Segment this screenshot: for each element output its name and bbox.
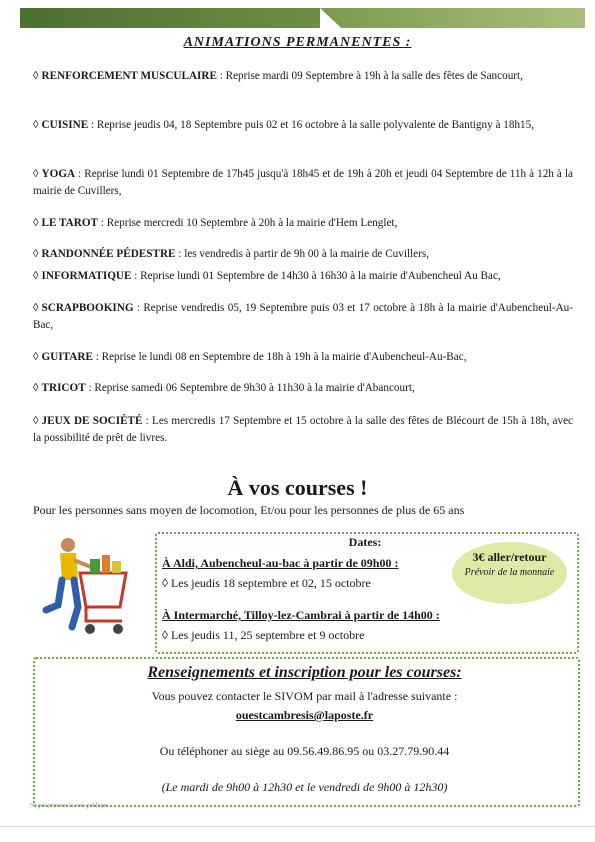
diamond-bullet-icon: ◊ <box>33 248 39 260</box>
activity-item <box>33 68 573 85</box>
activity-details: : Reprise jeudis 04, 18 Septembre puis 02 et 16 octobre à la salle polyvalente de Bantigny à 18h15, <box>88 119 535 131</box>
activity-details: : Reprise samedi 06 Septembre de 9h30 à 11h30 à la mairie d'Abancourt, <box>85 382 415 394</box>
courses-subline: Pour les personnes sans moyen de locomotion, Et/ou pour les personnes de plus de 65 ans <box>33 503 465 517</box>
store-aldi-dates <box>162 576 371 591</box>
section-title-text: ANIMATIONS PERMANENTES : <box>183 35 412 50</box>
activity-name: GUITARE <box>41 351 93 363</box>
activity-item <box>33 349 573 366</box>
activity-details: : Reprise mercredi 10 Septembre à 20h à la mairie d'Hem Lenglet, <box>98 217 398 229</box>
activity-name: YOGA <box>41 168 76 180</box>
store-aldi-dates-text: Les jeudis 18 septembre et 02, 15 octobre <box>170 576 371 590</box>
diamond-bullet-icon: ◊ <box>33 382 39 394</box>
activity-item <box>33 166 573 200</box>
diamond-bullet-icon: ◊ <box>33 119 39 131</box>
activity-item <box>33 413 573 447</box>
info-phone: Ou téléphoner au siège au 09.56.49.86.95 ou 03.27.79.90.44 <box>159 744 450 758</box>
diamond-bullet-icon: ◊ <box>33 302 39 314</box>
banner-light-segment <box>320 8 585 28</box>
header-banner <box>20 8 585 28</box>
diamond-bullet-icon: ◊ <box>162 576 171 590</box>
activity-details: : les vendredis à partir de 9h 00 à la mairie de Cuvillers, <box>175 248 430 260</box>
diamond-bullet-icon: ◊ <box>33 351 39 363</box>
activity-name: RENFORCEMENT MUSCULAIRE <box>41 70 217 82</box>
banner-dark-segment <box>20 8 320 28</box>
activity-details: : Reprise lundi 01 Septembre de 17h45 jusqu'à 18h45 et de 19h à 20h et jeudi 04 Septembre de 11h à 12h à la mairie de Cuvillers, <box>33 168 573 197</box>
activity-name: TRICOT <box>41 382 86 394</box>
activity-item <box>33 117 573 134</box>
activity-name: SCRAPBOOKING <box>41 302 134 314</box>
activity-item <box>33 300 573 334</box>
dates-title: Dates: <box>348 535 382 549</box>
store-intermarche: À Intermarché, Tilloy-lez-Cambrai à partir de 14h00 : <box>162 608 440 622</box>
activity-item <box>33 268 573 285</box>
activity-name: RANDONNÉE PÉDESTRE <box>41 248 176 260</box>
activity-name: CUISINE <box>41 119 89 131</box>
activity-details: : Reprise lundi 01 Septembre de 14h30 à 16h30 à la mairie d'Aubencheul Au Bac, <box>131 270 501 282</box>
activity-name: LE TAROT <box>41 217 99 229</box>
activity-details: : Reprise vendredis 05, 19 Septembre puis 03 et 17 octobre à 18h à la mairie d'Aubencheul-Au-Bac, <box>33 302 573 331</box>
diamond-bullet-icon: ◊ <box>33 217 39 229</box>
price-note: Prévoir de la monnaie <box>464 567 555 578</box>
activity-item <box>33 215 573 232</box>
info-hours: (Le mardi de 9h00 à 12h30 et le vendredi de 9h00 à 12h30) <box>161 780 448 794</box>
info-title: Renseignements et inscription pour les courses: <box>147 664 462 681</box>
diamond-bullet-icon: ◊ <box>33 270 39 282</box>
diamond-bullet-icon: ◊ <box>33 415 39 427</box>
diamond-bullet-icon: ◊ <box>33 168 39 180</box>
activity-item <box>33 380 573 397</box>
footer-note: Ne pas jeter sur la voie publique <box>30 803 108 809</box>
store-intermarche-dates <box>162 628 364 643</box>
activity-details: : Reprise mardi 09 Septembre à 19h à la salle des fêtes de Sancourt, <box>216 70 523 82</box>
activity-details: : Les mercredis 17 Septembre et 15 octobre à la salle des fêtes de Blécourt de 15h à 18h, avec la possibilité de prêt de livres. <box>33 415 574 444</box>
store-aldi: À Aldi, Aubencheul-au-bac à partir de 09h00 : <box>162 556 399 570</box>
activity-name: INFORMATIQUE <box>41 270 132 282</box>
activity-name: JEUX DE SOCIÉTÉ <box>41 415 143 427</box>
store-intermarche-dates-text: Les jeudis 11, 25 septembre et 9 octobre <box>170 628 365 642</box>
price-label: 3€ aller/retour <box>472 550 547 564</box>
activity-item <box>33 246 573 263</box>
info-contact-line: Vous pouvez contacter le SIVOM par mail à l'adresse suivante : <box>151 689 458 703</box>
courses-headline: À vos courses ! <box>227 475 368 500</box>
diamond-bullet-icon: ◊ <box>162 628 171 642</box>
section-title <box>0 35 595 51</box>
activity-details: : Reprise le lundi 08 en Septembre de 18h à 19h à la mairie d'Aubencheul-Au-Bac, <box>92 351 467 363</box>
info-email[interactable]: ouestcambresis@laposte.fr <box>235 708 374 722</box>
diamond-bullet-icon: ◊ <box>33 70 39 82</box>
shopping-cart-person-icon <box>38 535 133 640</box>
page-bottom-rule <box>0 826 595 827</box>
